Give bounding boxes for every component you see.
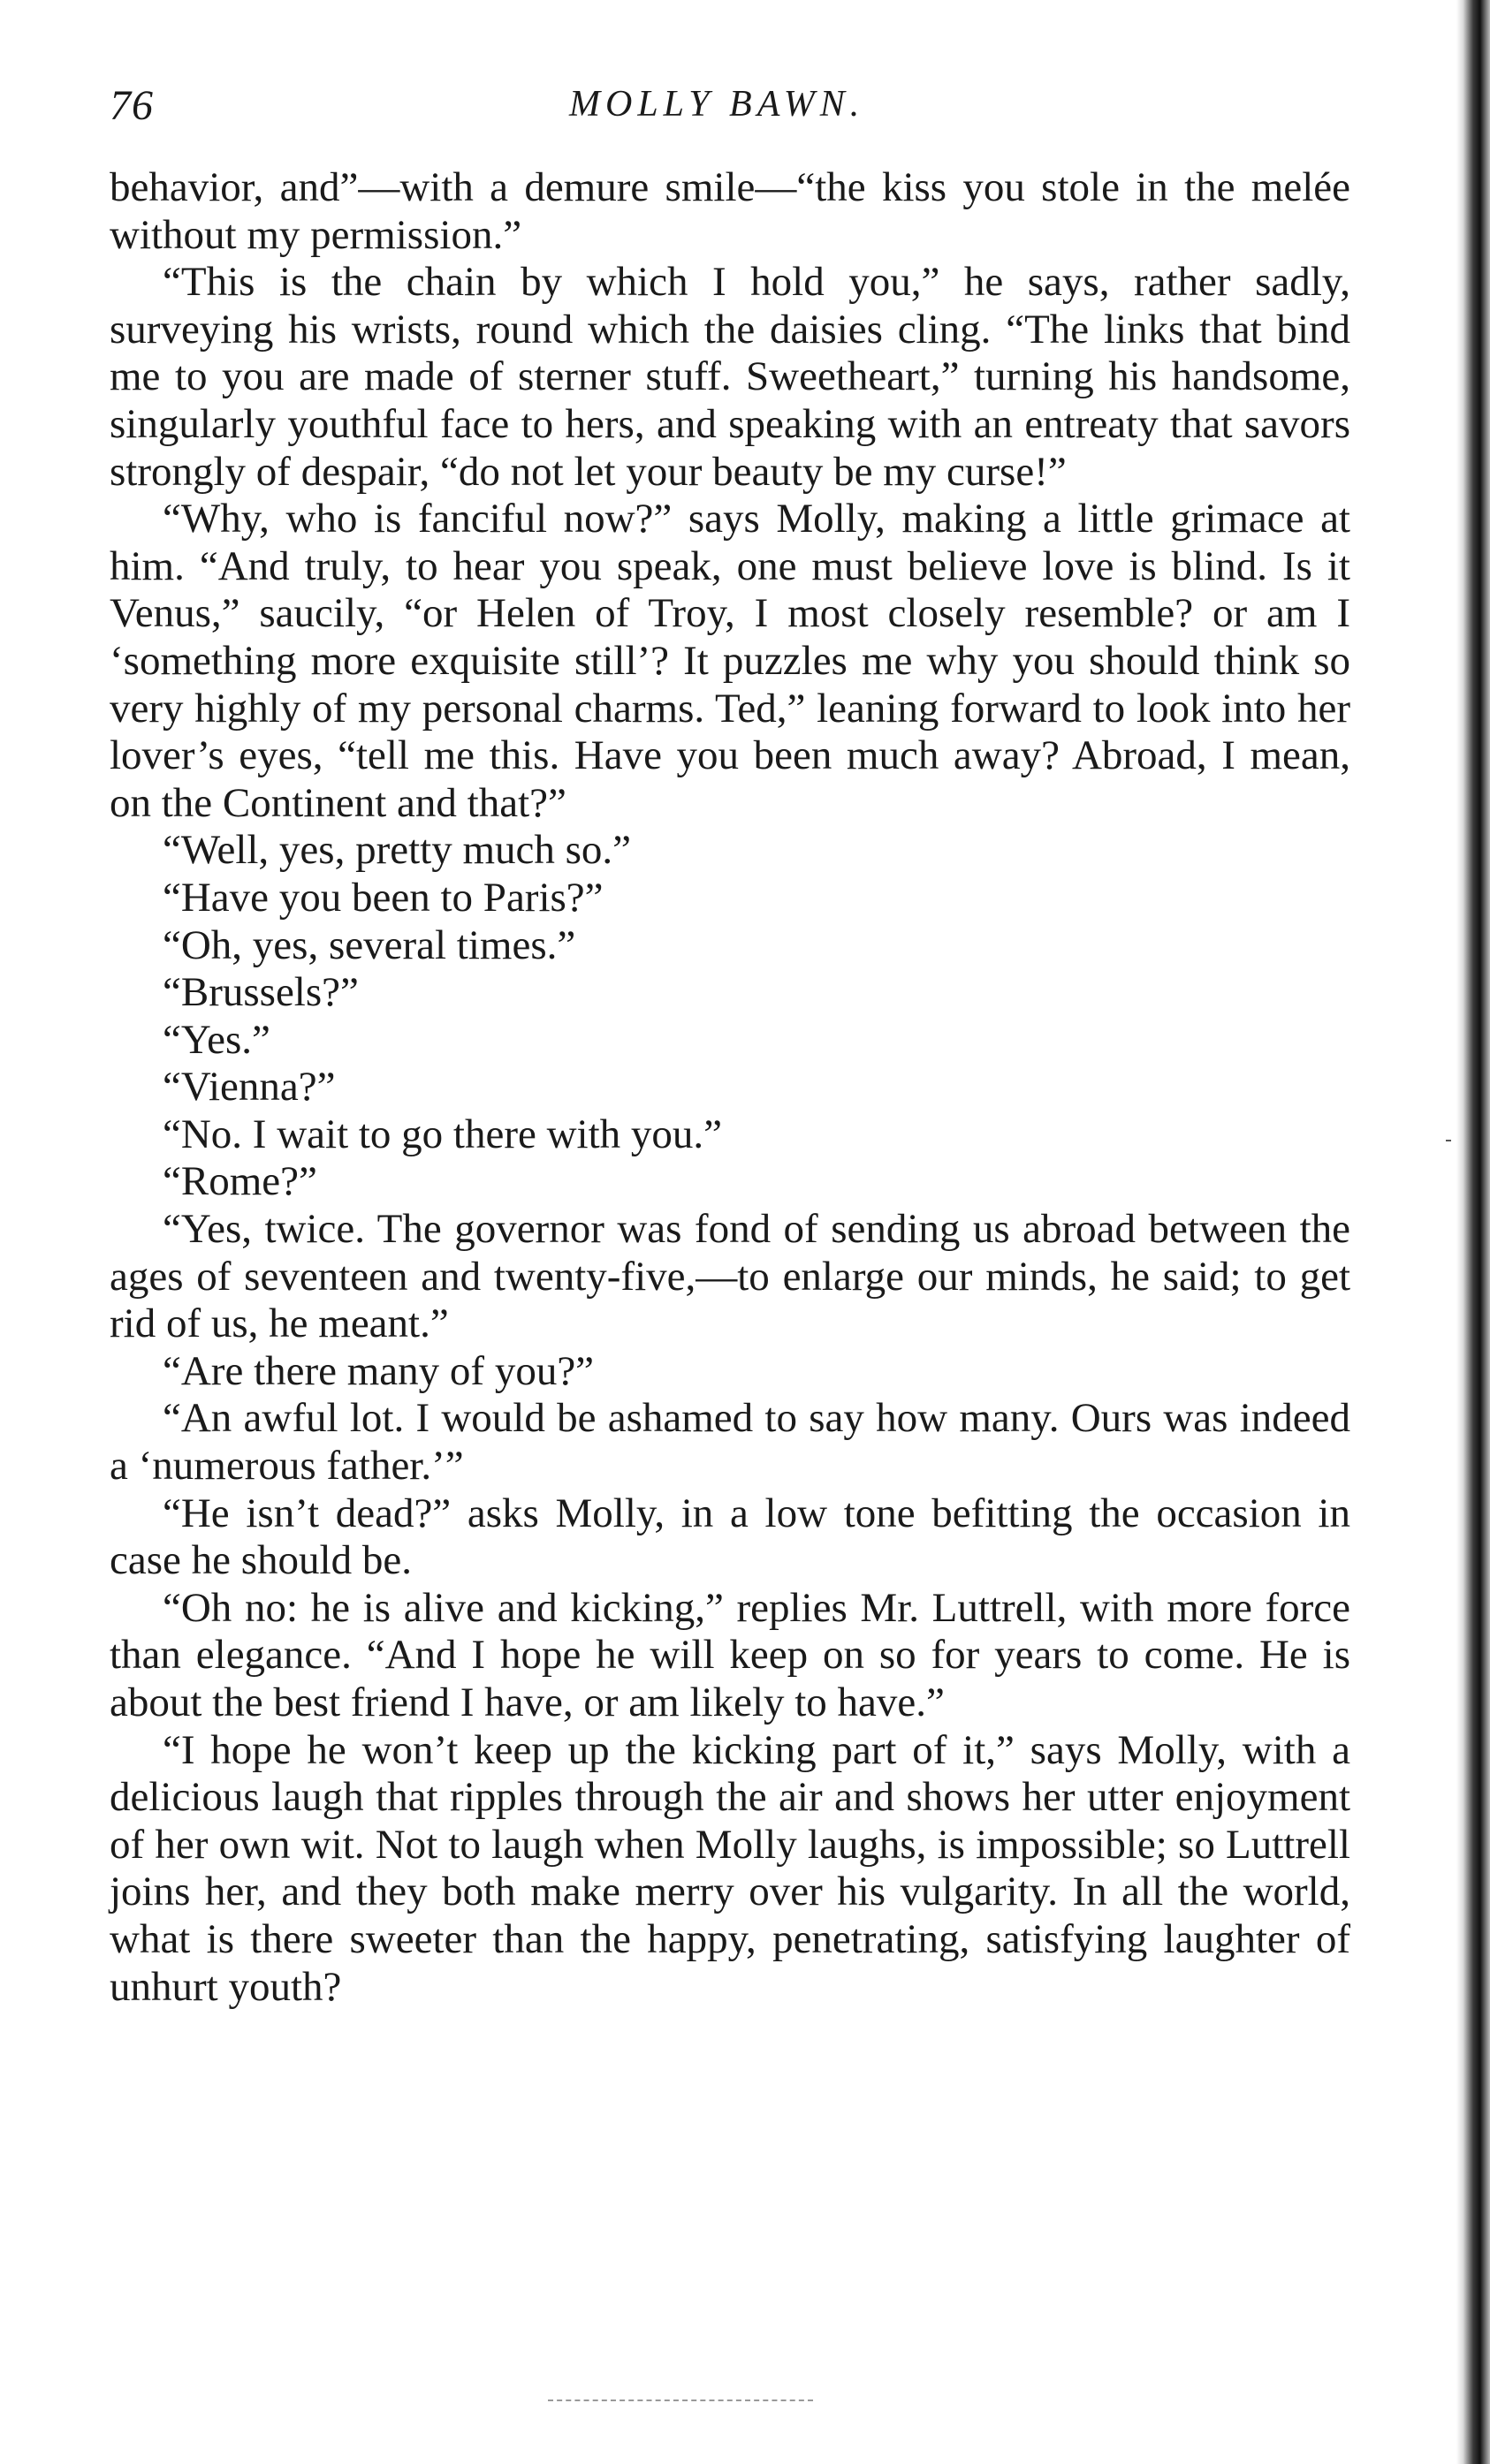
paragraph: “Brussels?” xyxy=(163,969,359,1016)
paragraph: “Have you been to Paris?” xyxy=(163,874,604,921)
paragraph: “He isn’t dead?” asks Molly, in a low tone befitting the occasion in case he should be. xyxy=(110,1490,1350,1584)
bottom-rule xyxy=(548,2400,813,2401)
paragraph: “An awful lot. I would be ashamed to say how many. Ours was indeed a ‘numerous father.’” xyxy=(110,1395,1350,1490)
paragraph: “Are there many of you?” xyxy=(163,1347,595,1394)
book-title: MOLLY BAWN. xyxy=(569,84,865,125)
paragraph: “Oh no: he is alive and kicking,” replies Mr. Luttrell, with more force than elegance. “And I hope he will keep on so for years to come. He is about the best friend I have, or am likely to have.” xyxy=(110,1584,1350,1725)
paragraph: “No. I wait to go there with you.” xyxy=(163,1111,723,1157)
paragraph: “Yes, twice. The governor was fond of sending us abroad between the ages of seventeen and twenty-five,—to enlarge our minds, he said; to get rid of us, he meant.” xyxy=(110,1206,1350,1347)
paragraph: “Yes.” xyxy=(163,1016,270,1063)
paragraph: “Vienna?” xyxy=(163,1064,336,1111)
paragraph: behavior, and”—with a demure smile—“the kiss you stole in the melée without my permission.” xyxy=(110,164,1350,258)
paragraph: “I hope he won’t keep up the kicking part of it,” says Molly, with a delicious laugh that ripples through the air and shows her utter enjoyment of her own wit. Not to laugh when Molly laughs, is impossible; so Luttrell joins her, and they both make merry over his vulgarity. In all the world, what is there sweeter than the happy, penetrating, satisfying laughter of unhurt youth? xyxy=(110,1726,1350,2010)
running-head xyxy=(110,81,1347,134)
paragraph: “Oh, yes, several times.” xyxy=(163,921,576,968)
paragraph: “Well, yes, pretty much so.” xyxy=(163,827,632,874)
paragraph: “Why, who is fanciful now?” says Molly, making a little grimace at him. “And truly, to hear you speak, one must believe love is blind. Is it Venus,” saucily, “or Helen of Troy, I most closely resemble? or am I ‘something more exquisite still’? It puzzles me why you should think so very highly of my personal charms. Ted,” leaning forward to look into her lover’s eyes, “tell me this. Have you been much away? Abroad, I mean, on the Continent and that?” xyxy=(110,496,1350,826)
gutter-mark xyxy=(1446,1140,1451,1141)
page-number: 76 xyxy=(110,82,154,129)
body-text xyxy=(110,164,1350,2011)
paragraph: “This is the chain by which I hold you,” he says, rather sadly, surveying his wrists, round which the daisies cling. “The links that bind me to you are made of sterner stuff. Sweetheart,” turning his handsome, singularly youthful face to hers, and speaking with an entreaty that savors strongly of despair, “do not let your beauty be my curse!” xyxy=(110,259,1350,495)
binding-edge xyxy=(1456,0,1490,2464)
paragraph: “Rome?” xyxy=(163,1158,317,1205)
